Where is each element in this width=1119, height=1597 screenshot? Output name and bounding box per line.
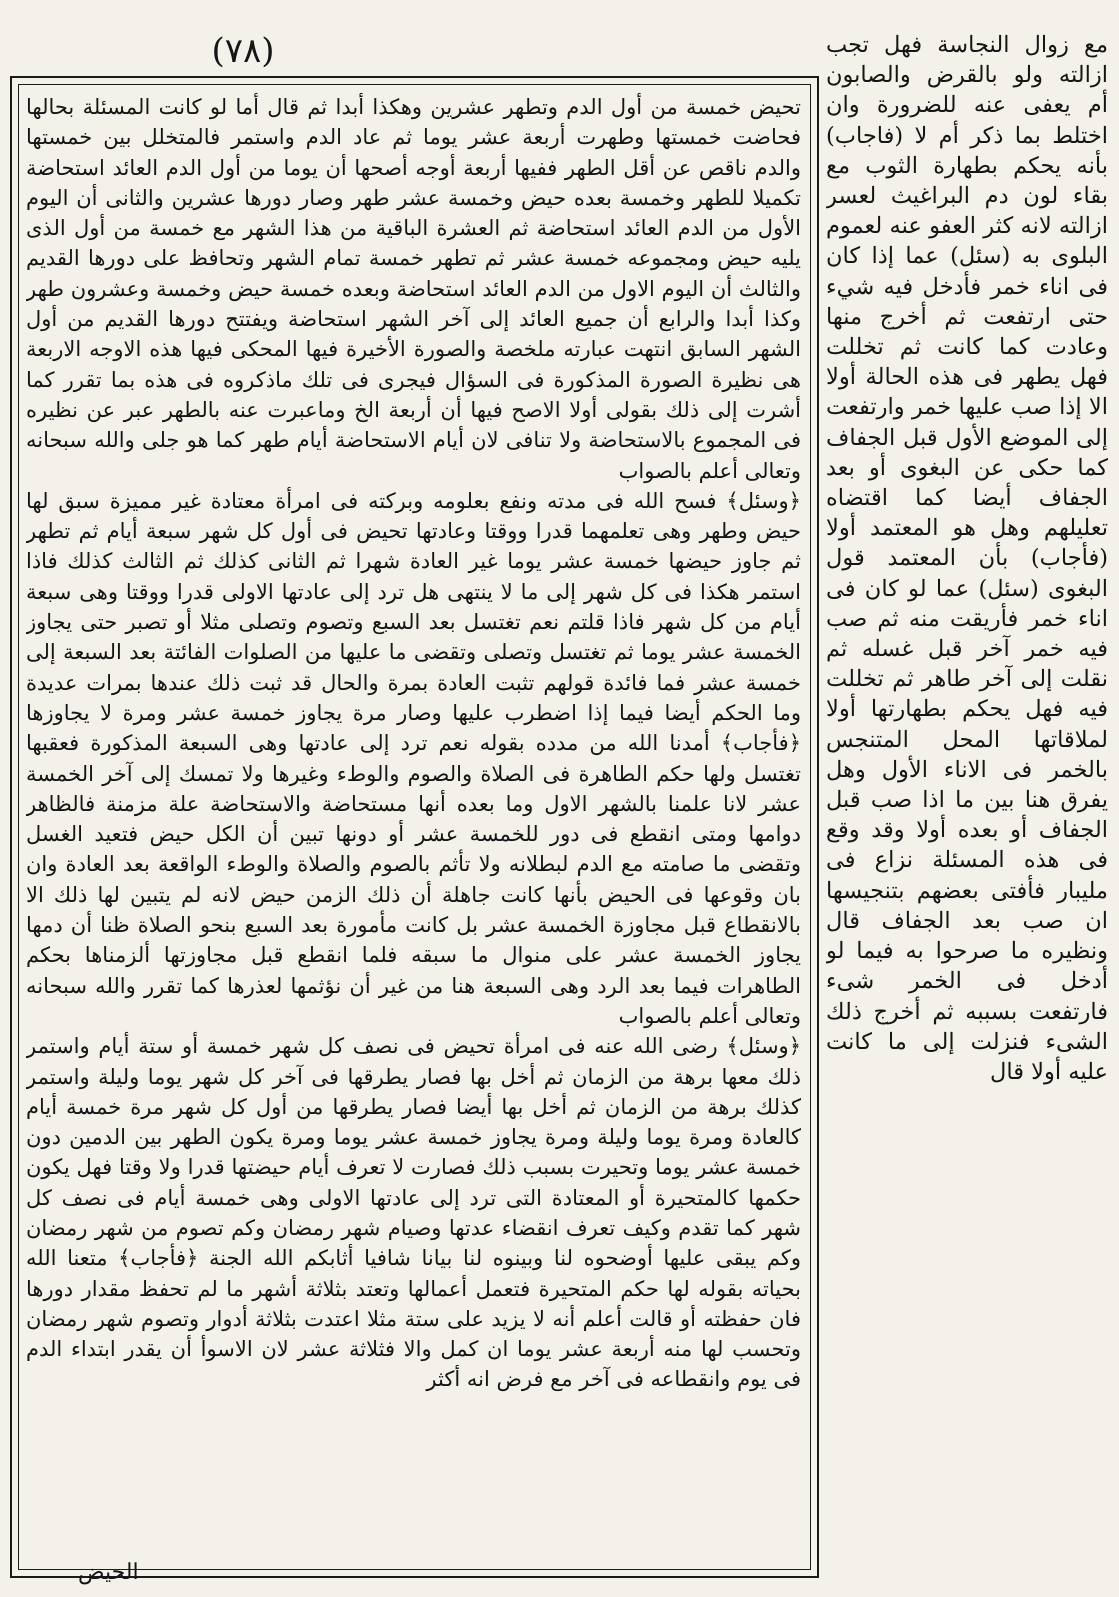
margin-paragraph: مع زوال النجاسة فهل تجب ازالته ولو بالقرض والصابون أم يعفى عنه للضرورة وان اختلط بما ذكر أم لا (فاجاب) بأنه يحكم بطهارة الثوب مع بقاء لون دم البراغيث لعسر ازالته لانه كثر العفو عنه لعموم البلوى به (سئل) عما إذا كان فى اناء خمر فأدخل فيه شيء حتى ارتفعت ثم أخرج منها وعادت كما كانت ثم تخللت فهل يطهر فى هذه الحالة أولا الا إذا صب عليها خمر وارتفعت إلى الموضع الأول قبل الجفاف كما حكى عن البغوى أو بعد الجفاف أيضا كما اقتضاه تعليلهم وهل هو المعتمد أولا (فأجاب) بأن المعتمد قول البغوى (سئل) عما لو كان فى اناء خمر فأريقت منه ثم صب فيه خمر آخر قبل غسله ثم نقلت إلى آخر طاهر ثم تخللت فيه فهل يحكم بطهارتها أولا لملاقاتها المحل المتنجس بالخمر فى الاناء الأول وهل يفرق هنا بين ما اذا صب قبل الجفاف أو بعده أولا وقد وقع فى هذه المسئلة نزاع فى مليبار فأفتى بعضهم بتنجيسها ان صب بعد الجفاف قال ونظيره ما صرحوا به فيما لو أدخل فى الخمر شىء فارتفعت بسببه ثم أخرج ذلك الشىء فنزلت إلى ما كانت عليه أولا قال bbox=[826, 32, 1108, 1085]
paragraph: ﴿وسئل﴾ فسح الله فى مدته ونفع بعلومه وبركته فى امرأة معتادة غير مميزة سبق لها حيض وطهر وهى تعلمهما قدرا ووقتا وعادتها تحيض فى أول كل شهر سبعة أيام ثم تطهر ثم جاوز حيضها خمسة عشر يوما غير العادة شهرا ثم الثانى كذلك ثم الثالث كذلك فاذا استمر هكذا فى كل شهر إلى ما لا ينتهى هل ترد إلى عادتها الاولى قدرا ووقتا وهى سبعة أيام من كل شهر فاذا قلتم نعم تغتسل بعد السبع وتصوم وتصلى مثلا أو تصبر حتى يجاوز الخمسة عشر يوما ثم تغتسل وتصلى وتقضى ما عليها من الصلوات الفائتة بعد السبعة إلى خمسة عشر فما فائدة قولهم تثبت العادة بمرة والحال قد ثبت ذلك عندها بمرات عديدة وما الحكم أيضا فيما إذا اضطرب عليها وصار مرة يجاوز خمسة عشر ومرة لا يجاوزها ﴿فأجاب﴾ أمدنا الله من مدده بقوله نعم ترد إلى عادتها وهى السبعة المذكورة فعقبها تغتسل ولها حكم الطاهرة فى الصلاة والصوم والوطء وغيرها ولا تمسك إلى آخر الخمسة عشر لانا علمنا بالشهر الاول وما بعده أنها مستحاضة والاستحاضة علة مزمنة فالظاهر دوامها ومتى انقطع فى دور للخمسة عشر أو دونها تبين أن الكل حيض فتعيد الغسل وتقضى ما صامته مع الدم لبطلانه ولا تأثم بالصوم والصلاة والوطء الواقعة بعد العادة وان بان وقوعها فى الحيض بأنها كانت جاهلة أن ذلك الزمن حيض لانه لم يتبين لها ذلك الا بالانقطاع قبل مجاوزة الخمسة عشر بل كانت مأمورة بعد السبع بنحو الصلاة ظنا أن دمها يجاوز الخمسة عشر على منوال ما سبقه فلما انقطع قبل مجاوزتها ألزمناها بحكم الطاهرات فيما بعد الرد وهى السبعة هنا من غير أن نؤثمها لعذرها كما تقرر والله سبحانه وتعالى أعلم بالصواب bbox=[26, 488, 801, 1028]
main-text bbox=[26, 92, 801, 1562]
catchword: الحيض bbox=[78, 1560, 139, 1585]
margin-commentary bbox=[826, 30, 1108, 1550]
page-number: (٧٨) bbox=[211, 31, 275, 71]
paragraph: تحيض خمسة من أول الدم وتطهر عشرين وهكذا أبدا ثم قال أما لو كانت المسئلة بحالها فحاضت خمستها وطهرت أربعة عشر يوما ثم عاد الدم واستمر فالمتخلل بين خمستها والدم ناقص عن أقل الطهر ففيها أربعة أوجه أصحها أن يوما من أول الدم العائد استحاضة تكميلا للطهر وخمسة بعده حيض وخمسة عشر طهر وصار دورها عشرين والثانى أن اليوم الأول من الدم العائد استحاضة ثم العشرة الباقية من هذا الشهر مع خمسة من أول الذى يليه حيض ومجموعه خمسة عشر ثم تطهر خمسة تمام الشهر وتحافظ على دورها القديم والثالث أن اليوم الاول من الدم العائد استحاضة وبعده خمسة حيض وخمسة وعشرون طهر وكذا أبدا والرابع أن جميع العائد إلى آخر الشهر استحاضة ويفتتح دورها القديم من أول الشهر السابق انتهت عبارته ملخصة والصورة الأخيرة فيها المحكى فيها هذه الاوجه الاربعة هى نظيرة الصورة المذكورة فى السؤال فيجرى فى تلك ماذكروه فى هذه بما تقرر كما أشرت إلى ذلك بقولى أولا الاصح فيها أن أربعة الخ وماعبرت عنه بالطهر عبر عن نظيره فى المجموع بالاستحاضة ولا تنافى لان أيام الاستحاضة أيام طهر كما هو جلى والله سبحانه وتعالى أعلم بالصواب bbox=[26, 95, 801, 483]
paragraph: ﴿وسئل﴾ رضى الله عنه فى امرأة تحيض فى نصف كل شهر خمسة أو ستة أيام واستمر ذلك معها برهة من الزمان ثم أخل بها فصار يطرقها فى آخر كل شهر يوما وليلة واستمر كذلك برهة من الزمان ثم أخل بها أيضا فصار يطرقها من أول كل شهر مرة خمسة أيام كالعادة ومرة يوما وليلة ومرة يجاوز خمسة عشر يوما ومرة يكون الطهر بين الدمين دون خمسة عشر يوما وتحيرت بسبب ذلك فصارت لا تعرف أيام حيضتها قدرا ولا وقتا فهل يكون حكمها كالمتحيرة أو المعتادة التى ترد إلى عادتها الاولى وهى خمسة أيام فى نصف كل شهر كما تقدم وكيف تعرف انقضاء عدتها وصيام شهر رمضان وكم تصوم من شهر رمضان وكم يبقى عليها أوضحوه لنا وبينوه لنا بيانا شافيا أثابكم الله الجنة ﴿فأجاب﴾ متعنا الله بحياته بقوله لها حكم المتحيرة فتعمل أعمالها وتعتد بثلاثة أشهر ما لم تحفظ مقدار دورها فان حفظته أو قالت أعلم أنه لا يزيد على ستة مثلا اعتدت بثلاثة أدوار وتصوم شهر رمضان وتحسب لها منه أربعة عشر يوما ان كمل والا فثلاثة عشر لان الاسوأ أن يقدر ابتداء الدم فى يوم وانقطاعه فى آخر مع فرض انه أكثر bbox=[26, 1034, 801, 1392]
